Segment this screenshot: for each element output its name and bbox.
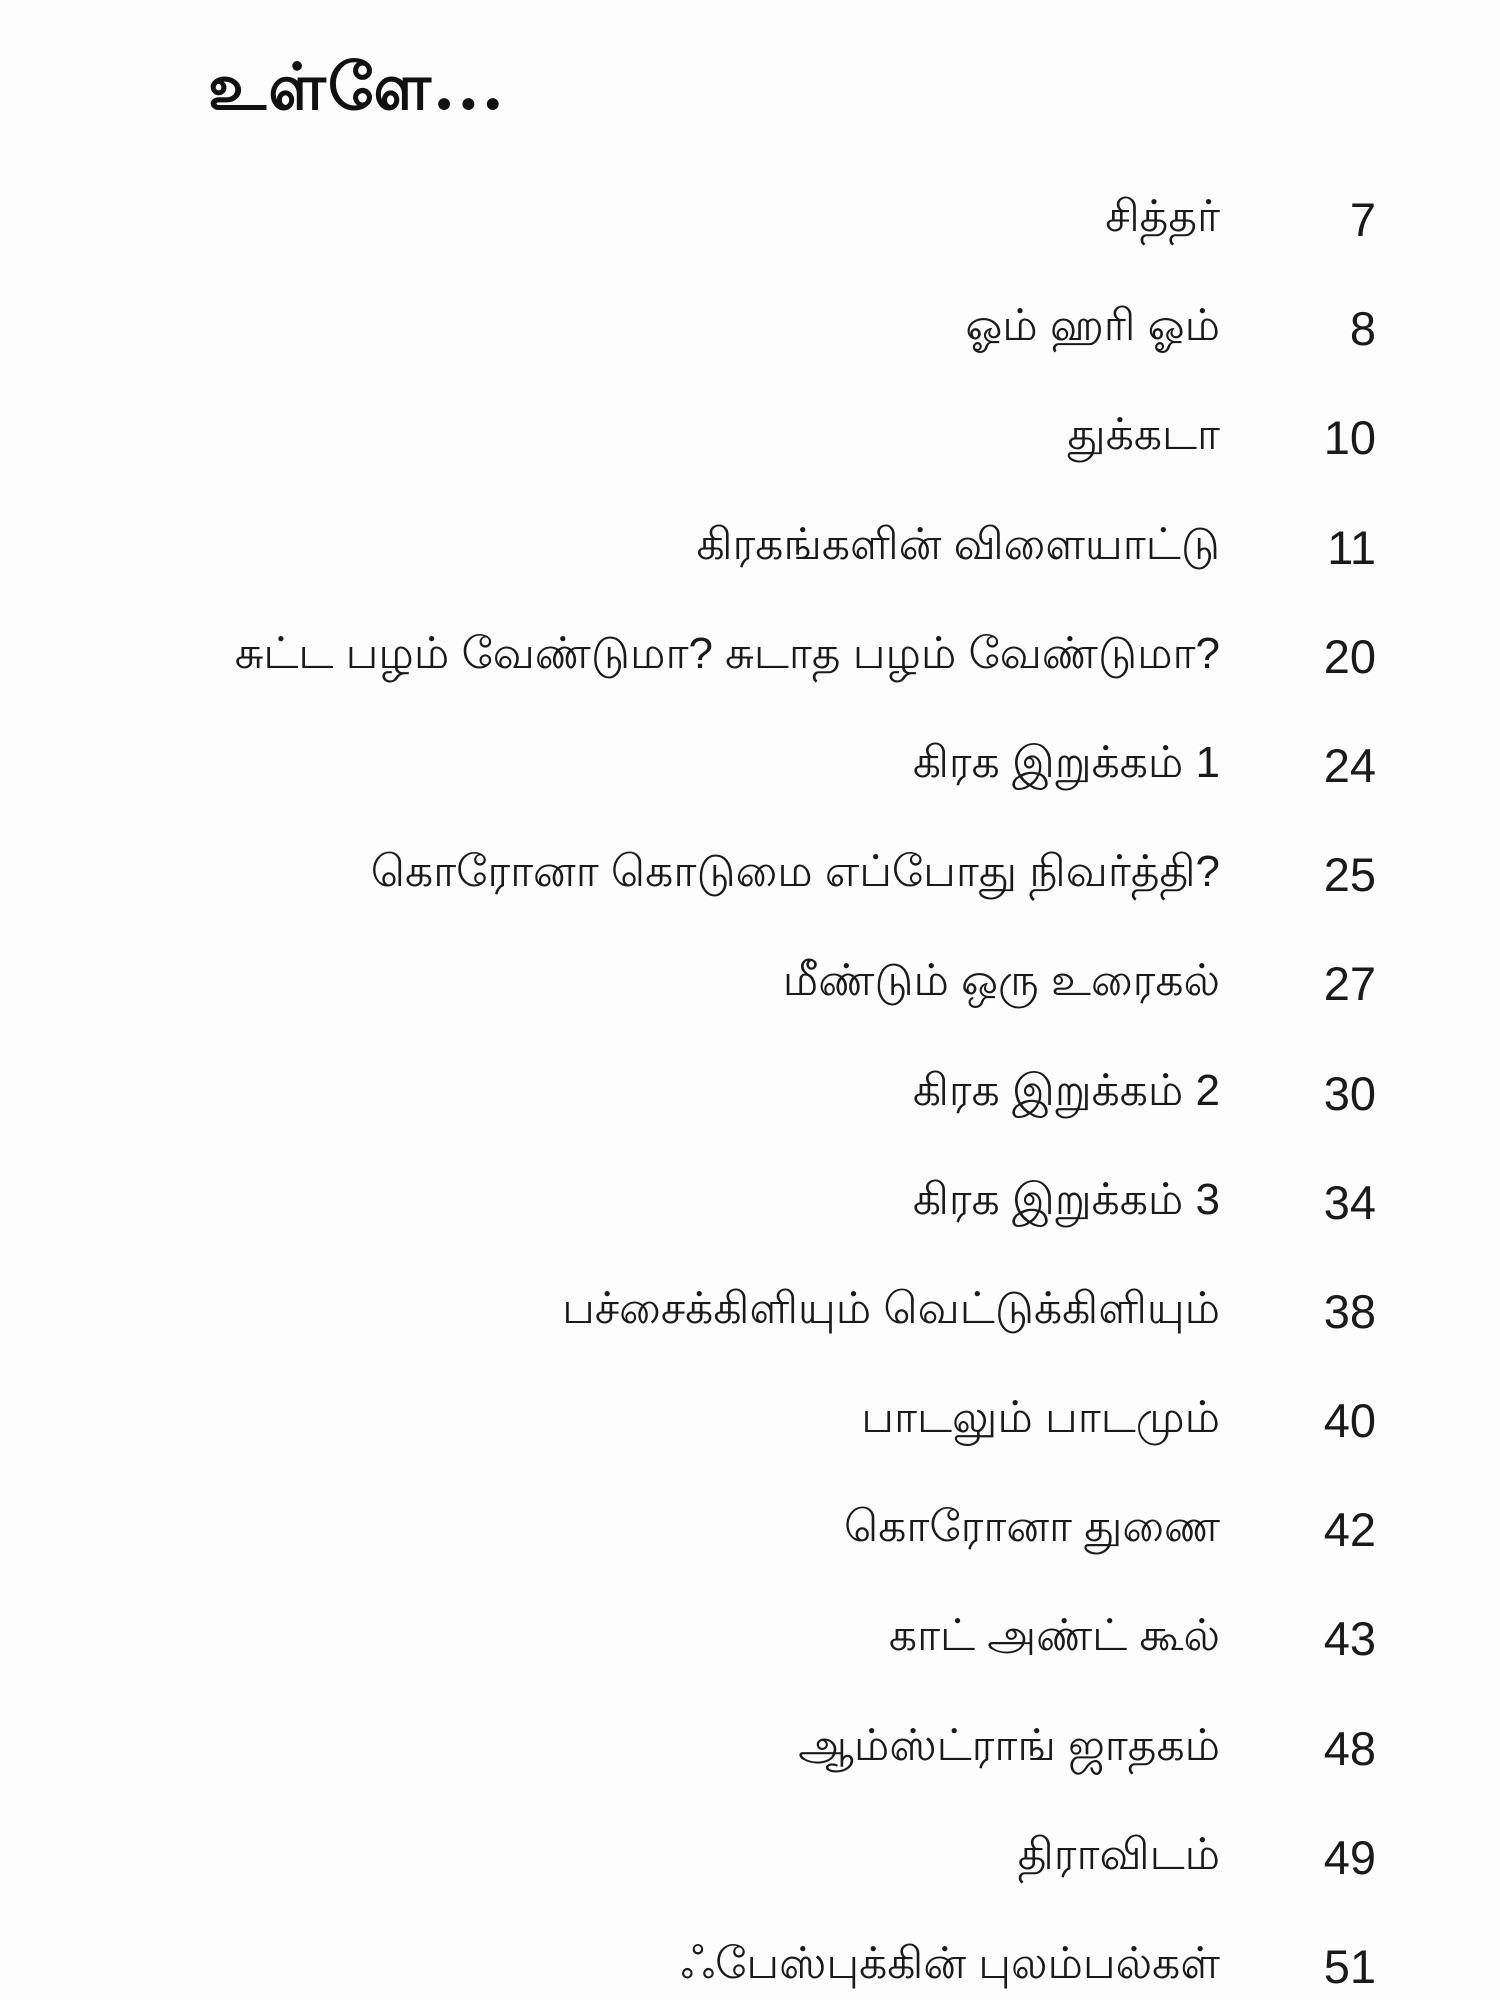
- toc-entry-title: ஆம்ஸ்ட்ராங் ஜாதகம்: [798, 1720, 1220, 1770]
- toc-entry-title: சுட்ட பழம் வேண்டுமா? சுடாத பழம் வேண்டுமா?: [234, 628, 1220, 678]
- toc-entry-page-number: 42: [1323, 1503, 1376, 1557]
- toc-entry-title: கொரோனா துணை: [844, 1502, 1220, 1552]
- toc-entry-title: கிரகங்களின் விளையாட்டு: [696, 519, 1220, 569]
- toc-entry-title: சித்தர்: [1105, 192, 1220, 241]
- table-of-contents: [0, 182, 1500, 2000]
- toc-entry-page-number: 7: [1349, 193, 1376, 246]
- toc-entry-page-number: 40: [1323, 1394, 1376, 1448]
- toc-entry-title: பச்சைக்கிளியும் வெட்டுக்கிளியும்: [562, 1283, 1220, 1333]
- toc-entry-title: ஓம் ஹரி ஓம்: [965, 301, 1220, 351]
- toc-entry-title: ஃபேஸ்புக்கின் புலம்பல்கள்: [680, 1939, 1220, 1988]
- toc-entry-title: கொரோனா கொடுமை எப்போது நிவர்த்தி?: [370, 847, 1220, 897]
- toc-entry-page-number: 43: [1323, 1612, 1376, 1666]
- toc-entry-title: பாடலும் பாடமும்: [861, 1393, 1220, 1443]
- toc-entry-page-number: 51: [1323, 1940, 1376, 1993]
- toc-entry-title: கிரக இறுக்கம் 1: [912, 737, 1220, 787]
- toc-entry-page-number: 30: [1323, 1066, 1376, 1120]
- toc-entry: [0, 1383, 1500, 1492]
- toc-entry-title: மீண்டும் ஒரு உரைகல்: [782, 956, 1220, 1006]
- toc-entry: [0, 1820, 1500, 1929]
- toc-entry: [0, 1929, 1500, 2000]
- toc-entry-page-number: 25: [1323, 848, 1376, 902]
- toc-entry: [0, 1711, 1500, 1820]
- toc-entry-page-number: 11: [1327, 520, 1376, 574]
- toc-entry: [0, 837, 1500, 946]
- toc-entry-title: திராவிடம்: [1017, 1829, 1220, 1879]
- toc-entry-page-number: 27: [1323, 957, 1376, 1011]
- toc-entry-page-number: 24: [1323, 738, 1376, 792]
- toc-entry-page-number: 48: [1323, 1721, 1376, 1775]
- toc-entry-page-number: 38: [1323, 1284, 1376, 1338]
- toc-entry: [0, 946, 1500, 1055]
- toc-entry-page-number: 49: [1323, 1830, 1376, 1884]
- toc-entry-title: கிரக இறுக்கம் 2: [912, 1065, 1220, 1115]
- toc-entry: [0, 182, 1500, 291]
- toc-entry: [0, 1056, 1500, 1165]
- contents-heading: உள்ளே...: [208, 50, 506, 125]
- toc-entry: [0, 291, 1500, 400]
- toc-entry: [0, 1601, 1500, 1710]
- toc-entry: [0, 728, 1500, 837]
- toc-entry: [0, 510, 1500, 619]
- toc-entry-title: துக்கடா: [1067, 410, 1220, 460]
- toc-entry-title: காட் அண்ட் கூல்: [888, 1611, 1220, 1661]
- toc-entry-page-number: 34: [1323, 1175, 1376, 1229]
- toc-entry: [0, 1165, 1500, 1274]
- toc-entry: [0, 619, 1500, 728]
- toc-entry-title: கிரக இறுக்கம் 3: [912, 1174, 1220, 1224]
- toc-entry-page-number: 8: [1349, 302, 1376, 356]
- toc-entry: [0, 1492, 1500, 1601]
- toc-entry-page-number: 10: [1323, 411, 1376, 465]
- toc-entry: [0, 1274, 1500, 1383]
- toc-entry: [0, 400, 1500, 509]
- toc-entry-page-number: 20: [1323, 629, 1376, 683]
